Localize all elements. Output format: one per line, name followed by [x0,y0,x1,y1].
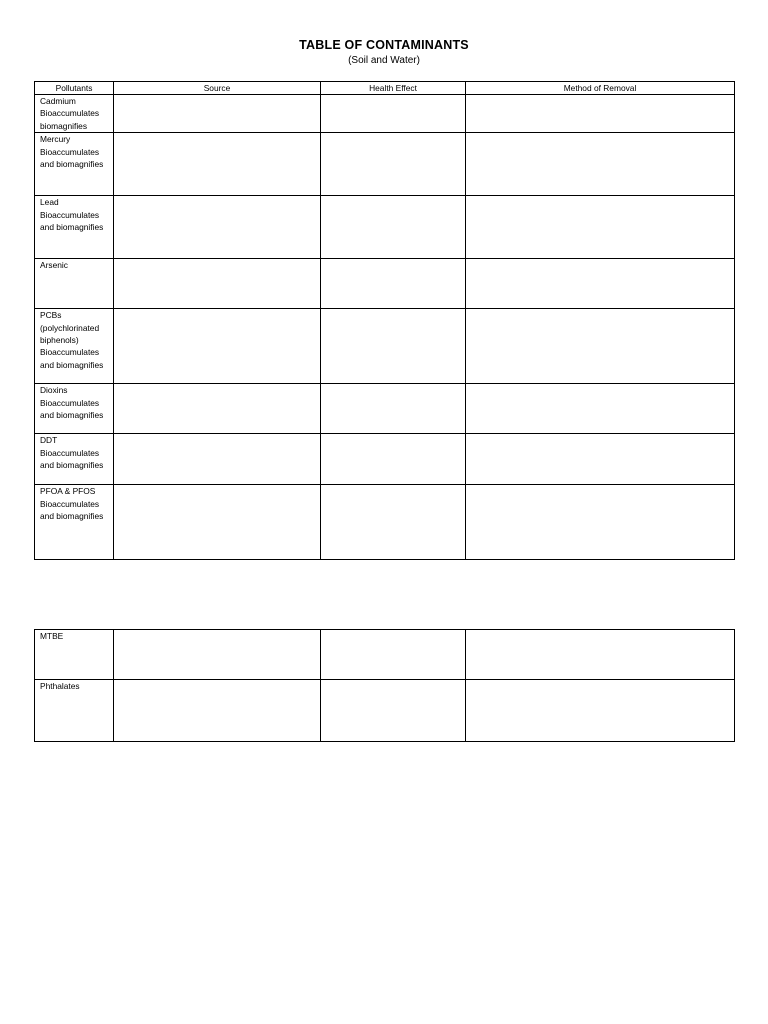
health-effect-cell[interactable] [321,434,466,485]
pollutant-name: Arsenic [40,260,68,271]
pollutant-name: PFOA & PFOS [40,486,96,497]
source-cell[interactable] [114,384,321,434]
health-effect-cell[interactable] [321,384,466,434]
table-row [35,95,735,133]
health-effect-cell[interactable] [321,309,466,384]
pollutant-name: DDT [40,435,58,446]
method-of-removal-cell[interactable] [466,309,735,384]
pollutant-note: Bioaccumulates and biomagnifies [40,498,104,522]
method-of-removal-cell[interactable] [466,434,735,485]
table-header-row [35,82,735,95]
table-row [35,434,735,485]
pollutant-cell [35,133,114,196]
method-of-removal-cell[interactable] [466,485,735,560]
health-effect-cell[interactable] [321,259,466,309]
pollutant-note: Bioaccumulates and biomagnifies [40,447,104,471]
table-row [35,133,735,196]
source-cell[interactable] [114,434,321,485]
table-row [35,680,735,742]
document-subtitle: (Soil and Water) [348,55,420,66]
method-of-removal-cell[interactable] [466,95,735,133]
column-header-source: Source [114,82,321,95]
pollutant-cell [35,259,114,309]
pollutant-cell [35,196,114,259]
pollutant-note: (polychlorinated biphenols) Bioaccumulates and biomagnifies [40,322,104,370]
health-effect-cell[interactable] [321,196,466,259]
pollutant-note: Bioaccumulates biomagnifies [40,108,100,131]
contaminants-table [34,81,735,560]
pollutant-cell [35,384,114,434]
source-cell[interactable] [114,95,321,133]
pollutant-note: Bioaccumulates and biomagnifies [40,146,104,170]
pollutant-cell [35,95,114,133]
pollutant-cell [35,680,114,742]
column-header-pollutants: Pollutants [35,82,114,95]
pollutant-name: Phthalates [40,681,80,691]
table-row [35,196,735,259]
pollutant-note: Bioaccumulates and biomagnifies [40,209,104,233]
pollutant-name: Cadmium [40,96,76,106]
column-header-method-of-removal: Method of Removal [466,82,735,95]
health-effect-cell[interactable] [321,680,466,742]
source-cell[interactable] [114,485,321,560]
pollutant-name: PCBs [40,310,62,321]
source-cell[interactable] [114,680,321,742]
pollutant-cell [35,630,114,680]
method-of-removal-cell[interactable] [466,680,735,742]
source-cell[interactable] [114,133,321,196]
method-of-removal-cell[interactable] [466,384,735,434]
health-effect-cell[interactable] [321,485,466,560]
method-of-removal-cell[interactable] [466,259,735,309]
pollutant-name: Mercury [40,134,71,145]
pollutant-note: Bioaccumulates and biomagnifies [40,397,104,421]
table-row [35,630,735,680]
contaminants-table-continued [34,629,735,742]
health-effect-cell[interactable] [321,630,466,680]
method-of-removal-cell[interactable] [466,196,735,259]
source-cell[interactable] [114,630,321,680]
pollutant-name: MTBE [40,631,64,641]
document-title: TABLE OF CONTAMINANTS [299,38,469,52]
source-cell[interactable] [114,259,321,309]
table-row [35,259,735,309]
table-row [35,384,735,434]
table-row [35,485,735,560]
method-of-removal-cell[interactable] [466,133,735,196]
pollutant-name: Lead [40,197,59,208]
source-cell[interactable] [114,309,321,384]
method-of-removal-cell[interactable] [466,630,735,680]
column-header-health-effect: Health Effect [321,82,466,95]
table-row [35,309,735,384]
pollutant-name: Dioxins [40,385,68,396]
health-effect-cell[interactable] [321,95,466,133]
pollutant-cell [35,309,114,384]
pollutant-cell [35,485,114,560]
health-effect-cell[interactable] [321,133,466,196]
source-cell[interactable] [114,196,321,259]
pollutant-cell [35,434,114,485]
